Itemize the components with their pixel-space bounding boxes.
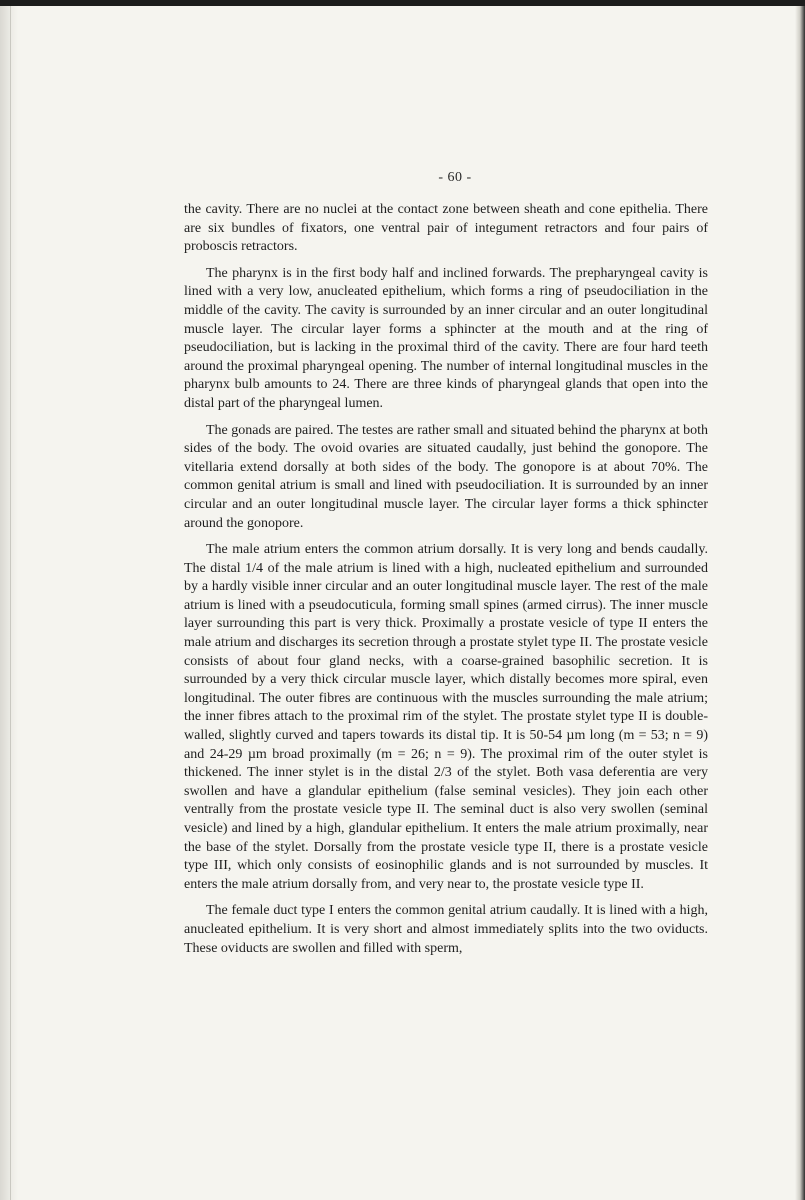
paragraph-4: The male atrium enters the common atrium dorsally. It is very long and bends caudally. The distal 1/4 of the male atrium is lined with a high, nucleated epithelium and surrounded by a hardly visible inner circular and an outer longitudinal muscle layer. The rest of the male atrium is lined with a pseudocuticula, forming small spines (armed cirrus). The inner muscle layer surrounding this part is very thick. Proximally a prostate vesicle of type II enters the male atrium and discharges its secretion through a prostate stylet type II. The prostate vesicle consists of about four gland necks, with a coarse-grained basophilic secretion. It is surrounded by a very thick circular muscle layer, which distally becomes more spiral, even longitudinal. The outer fibres are continuous with the muscles surrounding the male atrium; the inner fibres attach to the proximal rim of the stylet. The prostate stylet type II is double-walled, slightly curved and tapers towards its distal tip. It is 50-54 µm long (m = 53; n = 9) and 24-29 µm broad proximally (m = 26; n = 9). The proximal rim of the outer stylet is thickened. The inner stylet is in the distal 2/3 of the stylet. Both vasa deferentia are very swollen and have a glandular epithelium (false seminal vesicles). They join each other ventrally from the prostate vesicle type II. The seminal duct is also very swollen (seminal vesicle) and lined by a high, glandular epithelium. It enters the male atrium proximally, near the base of the stylet. Dorsally from the prostate vesicle type II, there is a prostate vesicle type III, which only consists of eosinophilic glands and is not surrounded by muscles. It enters the male atrium dorsally from, and very near to, the prostate vesicle type II. xyxy=(184,542,708,892)
page-number: - 60 - xyxy=(438,170,472,185)
page-top-edge xyxy=(0,0,805,6)
paragraph-5: The female duct type I enters the common genital atrium caudally. It is lined with a high, anucleated epithelium. It is very short and almost immediately splits into the two oviducts. These oviducts are swollen and filled with sperm, xyxy=(184,903,708,956)
paragraph-3: The gonads are paired. The testes are rather small and situated behind the pharynx at both sides of the body. The ovoid ovaries are situated caudally, just behind the gonopore. The vitellaria extend dorsally at both sides of the body. The gonopore is at about 70%. The common genital atrium is small and lined with pseudociliation. It is surrounded by an inner circular and an outer longitudinal muscle layer. The circular layer forms a thick sphincter around the gonopore. xyxy=(184,422,709,531)
paragraph-2: The pharynx is in the first body half and inclined forwards. The prepharyngeal cavity is lined with a very low, anucleated epithelium, which forms a ring of pseudociliation in the middle of the cavity. The cavity is surrounded by an inner circular and an outer longitudinal muscle layer. The circular layer forms a sphincter at the mouth and at the ring of pseudociliation, but is lacking in the proximal third of the cavity. There are four hard teeth around the proximal pharyngeal opening. The number of internal longitudinal muscles in the pharynx bulb amounts to 24. There are three kinds of pharyngeal glands that open into the distal part of the pharyngeal lumen. xyxy=(184,265,708,411)
paragraph-1: the cavity. There are no nuclei at the contact zone between sheath and cone epithelia. There are six bundles of fixators, one ventral pair of integument retractors and four pairs of proboscis retractors. xyxy=(184,202,708,255)
body-text xyxy=(184,201,708,966)
